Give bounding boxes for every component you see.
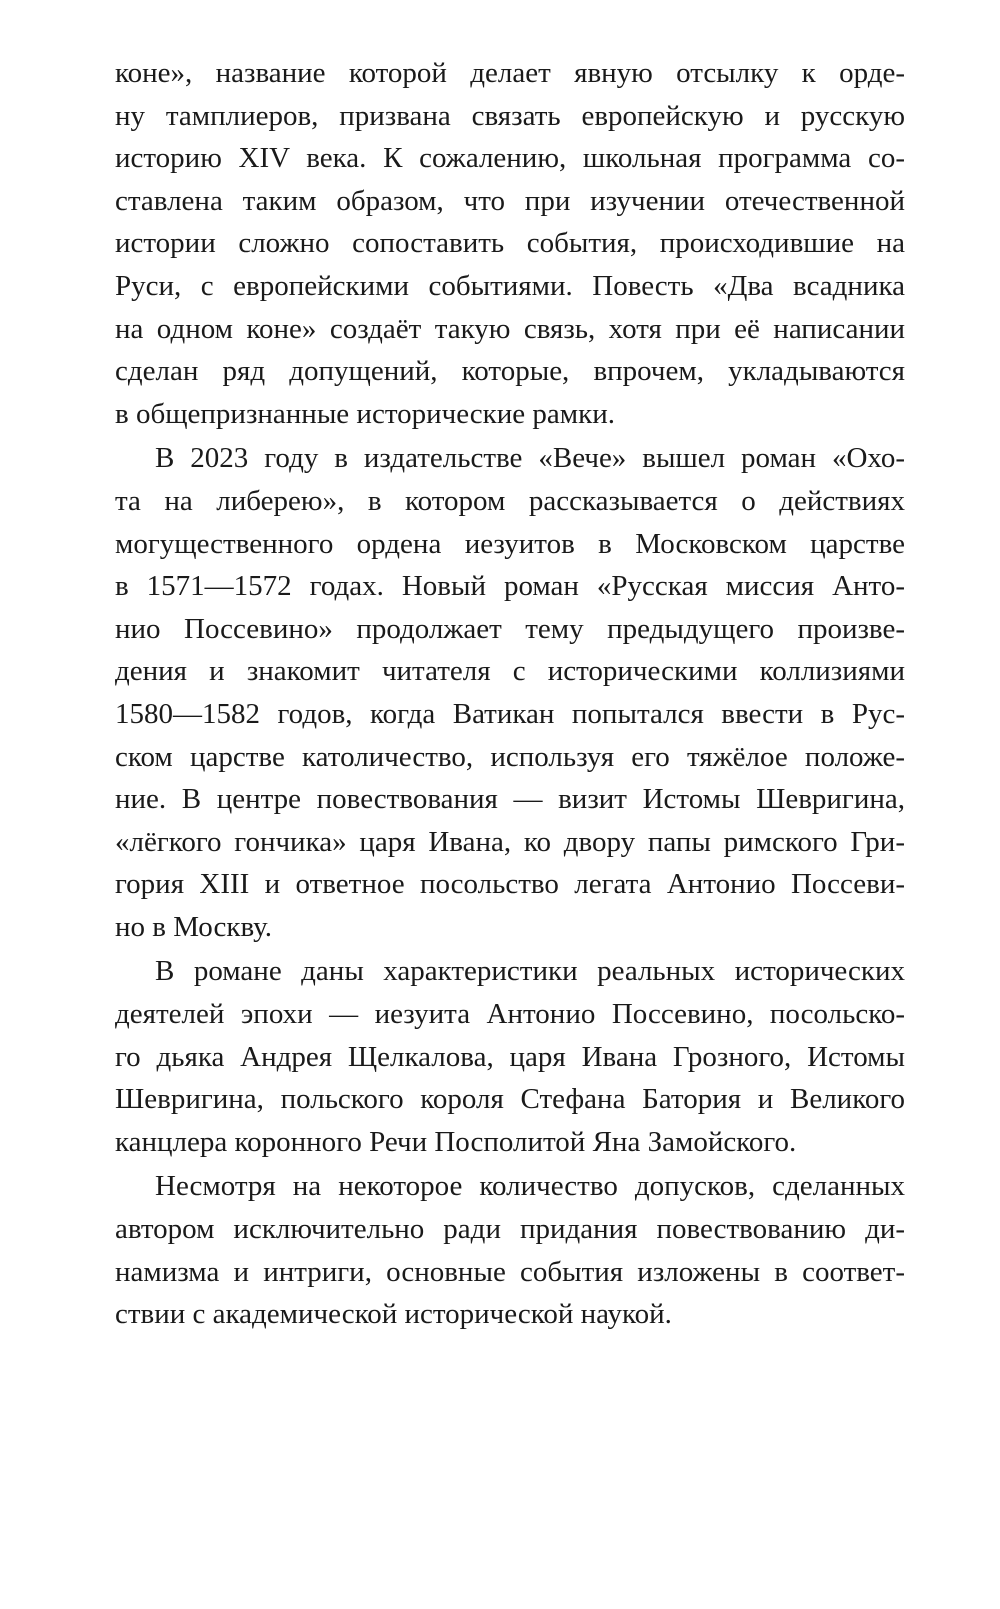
text-line: дения и знакомит читателя с историческими коллизиями bbox=[115, 655, 905, 688]
text-line: истории сложно сопоставить события, происходившие на bbox=[115, 227, 905, 260]
page-body bbox=[115, 52, 905, 1336]
text-line: ставлена таким образом, что при изучении отечественной bbox=[115, 184, 905, 217]
text-line: В романе даны характеристики реальных исторических bbox=[155, 955, 905, 988]
paragraph-3 bbox=[115, 950, 905, 1163]
text-line: Несмотря на некоторое количество допусков, сделанных bbox=[155, 1170, 905, 1203]
text-line: ну тамплиеров, призвана связать европейскую и русскую bbox=[115, 99, 905, 132]
text-line: историю XIV века. К сожалению, школьная программа со- bbox=[115, 142, 905, 175]
text-line: автором исключительно ради придания повествованию ди- bbox=[115, 1213, 905, 1246]
text-line: сделан ряд допущений, которые, впрочем, укладываются bbox=[115, 355, 905, 388]
text-line: «лёгкого гончика» царя Ивана, ко двору папы римского Гри- bbox=[115, 825, 905, 858]
paragraph-2 bbox=[115, 437, 905, 948]
paragraph-1 bbox=[115, 52, 905, 435]
text-line: ском царстве католичество, используя его тяжёлое положе- bbox=[115, 740, 905, 773]
text-line: но в Москву. bbox=[115, 910, 273, 943]
text-line: ствии с академической исторической наукой. bbox=[115, 1298, 672, 1331]
text-line: коне», название которой делает явную отсылку к орде- bbox=[115, 57, 905, 89]
text-line: го дьяка Андрея Щелкалова, царя Ивана Грозного, Истомы bbox=[115, 1040, 905, 1073]
text-line: Шевригина, польского короля Стефана Батория и Великого bbox=[115, 1083, 905, 1116]
text-line: в 1571—1572 годах. Новый роман «Русская миссия Анто- bbox=[115, 570, 905, 603]
text-line: нио Поссевино» продолжает тему предыдущего произве- bbox=[115, 612, 905, 645]
text-line: намизма и интриги, основные события изложены в соответ- bbox=[115, 1255, 905, 1288]
paragraph-4 bbox=[115, 1165, 905, 1335]
text-line: ние. В центре повествования — визит Истомы Шевригина, bbox=[115, 783, 905, 816]
text-line: могущественного ордена иезуитов в Московском царстве bbox=[115, 527, 905, 560]
text-line: деятелей эпохи — иезуита Антонио Поссевино, посольско- bbox=[115, 998, 905, 1031]
text-line: в общепризнанные исторические рамки. bbox=[115, 397, 615, 430]
text-line: гория XIII и ответное посольство легата Антонио Поссеви- bbox=[115, 868, 905, 901]
text-line: на одном коне» создаёт такую связь, хотя при её написании bbox=[115, 312, 905, 345]
text-line: та на либерею», в котором рассказывается о действиях bbox=[115, 484, 905, 517]
text-line: В 2023 году в издательстве «Вече» вышел роман «Охо- bbox=[155, 442, 905, 475]
text-line: 1580—1582 годов, когда Ватикан попытался ввести в Рус- bbox=[115, 697, 905, 730]
text-line: канцлера коронного Речи Посполитой Яна Замойского. bbox=[115, 1125, 797, 1158]
text-line: Руси, с европейскими событиями. Повесть «Два всадника bbox=[115, 269, 905, 302]
